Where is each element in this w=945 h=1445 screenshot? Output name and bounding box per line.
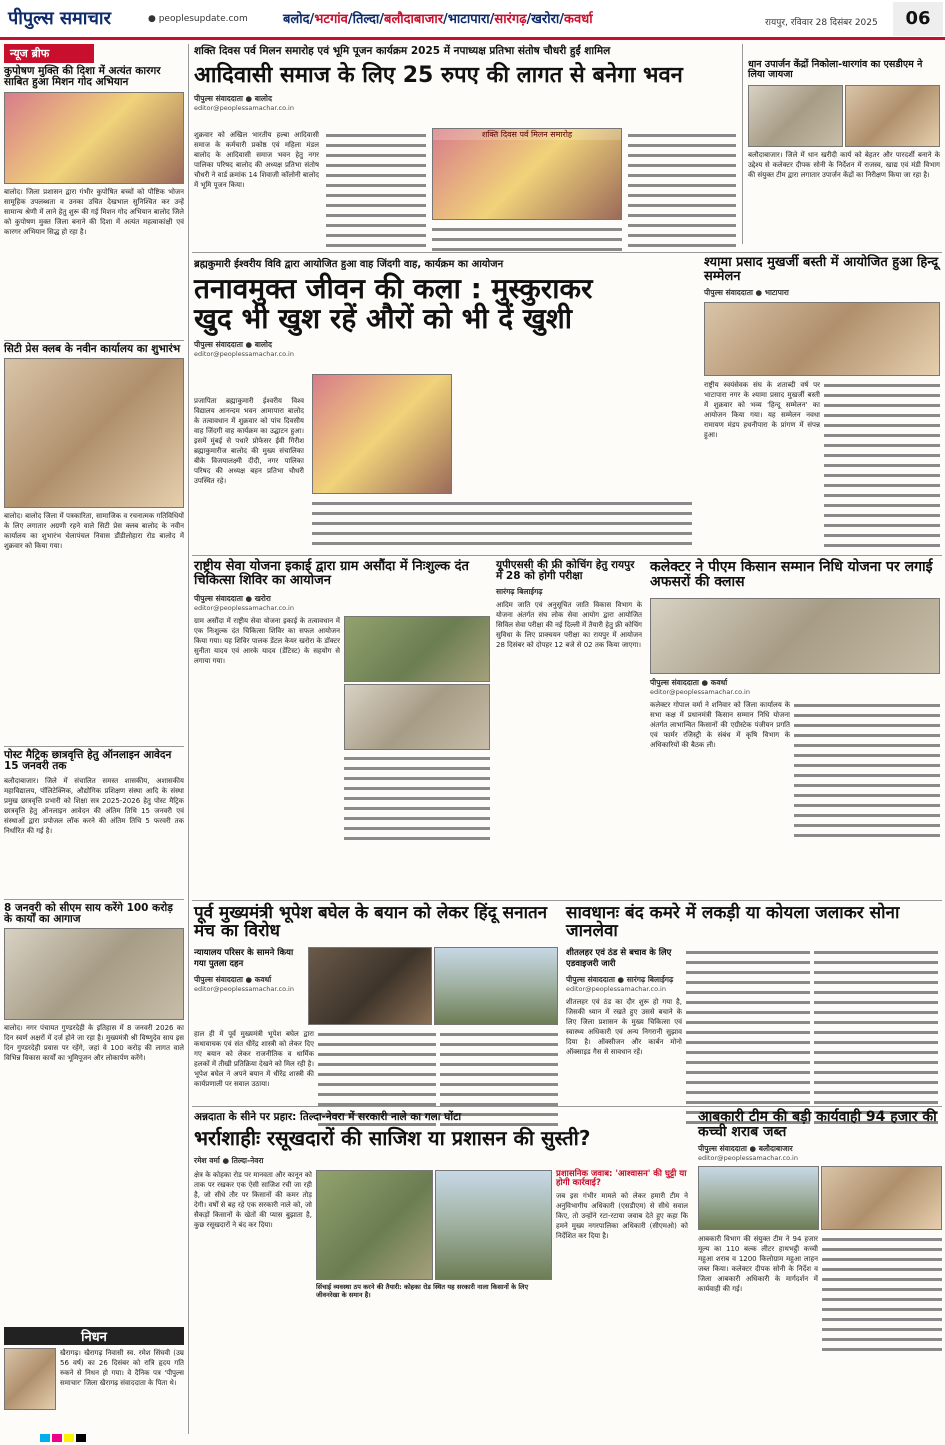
photo-banner-text: शक्ति दिवस पर्व मिलन समारोह <box>433 129 621 140</box>
brief-3-title[interactable]: पोस्ट मैट्रिक छात्रवृत्ति हेतु ऑनलाइन आवेदन 15 जनवरी तक <box>4 748 172 773</box>
savdhan-headline[interactable]: सावधानः बंद कमरे में लकड़ी या कोयला जलाकर सोना जानलेवा <box>566 903 900 942</box>
nala-photo-1 <box>316 1170 433 1280</box>
brahma-body: प्रजापिता ब्रह्माकुमारी ईश्वरीय विश्व विद्यालय आनन्दम भवन आमापारा बालोद के तत्वावधान में शुक्रवार को पांच दिवसीय वाह जिंदगी वाह कार्यक्रम का उद्घाटन हुआ। इसमें मुंबई से पधारे प्रोफेसर ईवी गिरीश ब्रह्माकुमारीज बालोद की मुख्य संचालिका बीके विजयालक्ष्मी दीदी, नगर पालिका परिषद की अध्यक्ष बहन प्रतिभा चौधरी उपस्थित रहे। <box>194 397 304 485</box>
brief-2-body: बालोद। बालोद जिला में पत्रकारिता, सामाजिक व रचनात्मक गतिविधियों के लिए लगातार अग्रणी रहने वाले सिटी प्रेस क्लब बालोद के नवीन कार्यालय का शुभारंभ चेलापंचल निवास डौंडीलोहारा रोड बालोद में शुक्रवार को किया गया। <box>4 511 184 550</box>
top-story-photo <box>432 128 622 220</box>
shyama-body: राष्ट्रीय स्वयंसेवक संघ के शताब्दी वर्ष पर भाटापारा नगर के श्यामा प्रसाद मुखर्जी बस्ती में शुक्रवार को भव्य 'हिन्दू सम्मेलन' का आयोजन किया गया। यह सम्मेलन नवधा रामायण मंडप हथनीपारा के प्रांगण में संपन्न हुआ। <box>704 381 820 440</box>
print-color-mark <box>76 1434 86 1442</box>
top-story-kicker: शक्ति दिवस पर्व मिलन समारोह एवं भूमि पूजन कार्यक्रम 2025 में नपाध्यक्ष प्रतिभा संतोष चौधरी हुईं शामिल <box>194 45 611 57</box>
baghel-body: हाल ही में पूर्व मुख्यमंत्री भूपेश बघेल द्वारा कथावाचक एवं संत धीरेंद्र शास्त्री को लेकर दिए गए बयान को लेकर राजनीतिक व धार्मिक हलकों में तीखी प्रतिक्रिया देखने को मिल रही है। भूपेश बघेल ने अपने बयान में धीरेंद्र शास्त्री की कार्यप्रणाली पर सवाल उठाया। <box>194 1029 314 1088</box>
brief-1-photo <box>4 92 184 184</box>
district-strip: बलोद/भटगांव/तिल्दा/बलौदाबाजार/भाटापारा/सारंगढ़/खरोरा/कवर्धा <box>283 12 593 27</box>
top-story-side-text <box>628 130 736 250</box>
paddy-photo-1 <box>748 85 843 147</box>
obituary-portrait <box>4 1348 56 1410</box>
savdhan-body: शीतलहर एवं ठंड का दौर शुरू हो गया है, जिसकी ध्यान में रखते हुए उससे बचाने के लिए जिला प्रशासन के मुख्य चिकित्सा एवं स्वास्थ्य अधिकारी एवं अन्य निगरानी सुझाव दिया है। ऑक्सीजन और कार्बन मोनो ऑक्साइड गैस से सावधान रहें। <box>566 997 682 1056</box>
left-column <box>4 44 184 1438</box>
print-color-mark <box>64 1434 74 1442</box>
abkari-photo-1 <box>698 1166 819 1230</box>
abkari-body-continued <box>822 1234 942 1354</box>
paddy-story <box>748 60 940 242</box>
district-sarangarh: सारंगढ़ <box>494 12 527 27</box>
abkari-byline: पीपुल्स संवाददाता ● बलौदाबाजार <box>698 1144 793 1154</box>
newspaper-logo: पीपुल्स समाचार <box>8 8 111 29</box>
district-bhatapara: भाटापारा <box>447 12 490 27</box>
dental-body-continued <box>344 753 490 847</box>
paddy-photo-2 <box>845 85 940 147</box>
brahma-body-continued <box>312 498 692 552</box>
paddy-body: बलौदाबाजार। जिले में धान खरीदी कार्य को बेहतर और पारदर्शी बनाने के उद्देश्य से कलेक्टर दीपक सोनी के निर्देशन में राजस्व, खाद्य एवं मंडी विभाग की संयुक्त टीम द्वारा लगातार उपार्जन केंद्रों का निरीक्षण किया जा रहा है। <box>748 150 940 179</box>
collector-byline: पीपुल्स संवाददाता ● कवर्धा <box>650 678 728 688</box>
masthead <box>0 0 945 40</box>
brief-4-body: बालोद। नगर पंचायत गुण्डरदेही के इतिहास में 8 जनवरी 2026 का दिन स्वर्ण अक्षरों में दर्ज होने जा रहा है। मुख्यमंत्री श्री विष्णुदेव साय इस दिन गुण्डरदेही प्रवास पर रहेंगे, जहां वे 100 करोड़ की लागत वाले विभिन्न विकास कार्यों का भूमिपूजन और लोकार्पण करेंगे। <box>4 1024 184 1063</box>
brief-4-title[interactable]: 8 जनवरी को सीएम साय करेंगे 100 करोड़ के कार्यों का आगाज <box>4 901 173 925</box>
savdhan-story <box>566 904 942 1131</box>
savdhan-body-continued-2 <box>814 947 938 1131</box>
globe-icon: ● <box>148 14 159 24</box>
nala-kicker: अन्नदाता के सीने पर प्रहार: तिल्दा-नेवरा में सरकारी नाले का गला घोंटा <box>194 1111 462 1123</box>
website-url[interactable]: ● peoplesupdate.com <box>148 14 248 24</box>
nala-photo-caption: सिंचाई व्यवस्था ठप करने की तैयारी: कोहका रोड स्थित यह सरकारी नाला किसानों के लिए जीवनरेखा के समान है। <box>316 1282 529 1299</box>
collector-body-continued <box>794 700 940 840</box>
top-story-headline[interactable]: आदिवासी समाज के लिए 25 रुपए की लागत से बनेगा भवन <box>194 63 683 88</box>
brief-2-photo <box>4 358 184 508</box>
brahma-byline: पीपुल्स संवाददाता ● बालोद <box>194 340 272 350</box>
shyama-photo <box>704 302 940 376</box>
print-color-mark <box>40 1434 50 1442</box>
baghel-email: editor@peoplessamachar.co.in <box>194 984 294 993</box>
collector-email: editor@peoplessamachar.co.in <box>650 688 750 697</box>
obituary-heading: निधन <box>4 1327 184 1345</box>
brief-2-title[interactable]: सिटी प्रेस क्लब के नवीन कार्यालय का शुभारंभ <box>4 342 181 355</box>
collector-story <box>650 560 942 840</box>
shyama-byline: पीपुल्स संवाददाता ● भाटापारा <box>704 288 789 298</box>
abkari-headline[interactable]: आबकारी टीम की बड़ी कार्यवाही 94 हजार की कच्ची शराब जब्त <box>698 1109 937 1141</box>
top-story-byline: पीपुल्स संवाददाता ● बालोद <box>194 93 272 103</box>
brahma-photo <box>312 374 452 494</box>
brahma-headline-2[interactable]: खुद भी खुश रहें औरों को भी दें खुशी <box>194 302 573 336</box>
brief-1-body: बालोद। जिला प्रशासन द्वारा गंभीर कुपोषित बच्चों को पौष्टिक भोजन सामूहिक उपलब्धता व उनका उचित देखभाल सुनिश्चित कर उन्हें सामान्य श्रेणी में लाने हेतु शुरू की गई मिशन गोद अभियान बालोद जिले को कुपोषण मुक्त जिला बनाने की दिशा में अत्यंत महत्वाकांक्षी एवं कारगर अभियान सिद्ध हो रहा है। <box>4 187 184 236</box>
district-kharora: खरोरा <box>531 12 560 27</box>
brahma-kicker: ब्रह्मकुमारी ईश्वरीय विवि द्वारा आयोजित हुआ वाह जिंदगी वाह, कार्यक्रम का आयोजन <box>194 259 504 270</box>
dental-story <box>194 560 490 847</box>
district-balod: बलोद <box>283 12 310 27</box>
abkari-story <box>698 1110 942 1354</box>
column-divider <box>188 44 189 1434</box>
top-story <box>194 44 738 189</box>
dental-body: ग्राम असौंदा में राष्ट्रीय सेवा योजना इकाई के तत्वावधान में एक निःशुल्क दंत चिकित्सा शिविर का सफल आयोजन किया गया। यह शिविर पालक डेंटल केयर खरोरा के डॉक्टर सुनीता यादव एवं आरके यादव (डेंटिस्ट) के सहयोग से लगाया गया। <box>194 617 340 666</box>
nala-body: क्षेत्र के कोहका रोड पर मानवता और कानून को ताक पर रखकर एक ऐसी साजिश रची जा रही है, जो सीधे तौर पर किसानों की कमर तोड़ देगी। वर्षों से बह रहे एक सरकारी नाले को, जो सैकड़ों किसानों के खेतों की प्यास बुझाता है, कुछ रसूखदारों ने बंद कर दिया। <box>194 1170 312 1229</box>
dental-photo-2 <box>344 684 490 750</box>
collector-headline[interactable]: कलेक्टर ने पीएम किसान सम्मान निधि योजना पर लगाई अफसरों की क्लास <box>650 559 933 591</box>
baghel-headline[interactable]: पूर्व मुख्यमंत्री भूपेश बघेल के बयान को लेकर हिंदू सनातन मंच का विरोध <box>194 903 548 942</box>
brief-4-photo <box>4 928 184 1020</box>
nala-byline: रमेश वर्मा ● तिल्दा-नेवरा <box>194 1155 264 1165</box>
shyama-headline[interactable]: श्यामा प्रसाद मुखर्जी बस्ती में आयोजित हुआ हिन्दू सम्मेलन <box>704 255 939 285</box>
print-color-mark <box>52 1434 62 1442</box>
district-balodabazar: बलौदाबाजार <box>384 12 444 27</box>
shyama-story <box>704 256 942 550</box>
abkari-photo-2 <box>821 1166 942 1230</box>
baghel-photo-2 <box>434 947 558 1025</box>
nala-story <box>194 1110 688 1361</box>
dental-email: editor@peoplessamachar.co.in <box>194 604 294 613</box>
news-brief-label: न्यूज ब्रीफ <box>4 44 94 63</box>
top-story-photo-caption <box>432 224 622 254</box>
savdhan-email: editor@peoplessamachar.co.in <box>566 984 666 993</box>
brief-1-title[interactable]: कुपोषण मुक्ति की दिशा में अत्यंत कारगर साबित हुआ मिशन गोद अभियान <box>4 65 161 89</box>
district-tilda: तिल्दा <box>352 12 380 27</box>
dental-headline[interactable]: राष्ट्रीय सेवा योजना इकाई द्वारा ग्राम असौंदा में निःशुल्क दंत चिकित्सा शिविर का आयोजन <box>194 559 469 589</box>
baghel-story <box>194 904 558 1129</box>
savdhan-byline: पीपुल्स संवाददाता ● सारंगढ़ बिलाईगढ़ <box>566 974 674 984</box>
brahma-email: editor@peoplessamachar.co.in <box>194 350 294 359</box>
brahma-headline-1[interactable]: तनावमुक्त जीवन की कला : मुस्कुराकर <box>194 272 593 305</box>
nala-headline[interactable]: भर्राशाहीः रसूखदारों की साजिश या प्रशासन की सुस्ती? <box>194 1126 591 1150</box>
collector-body: कलेक्टर गोपाल वर्मा ने शनिवार को जिला कार्यालय के सभा कक्ष में प्रधानमंत्री किसान सम्मान निधि योजना अंतर्गत लाभान्वित किसानों की एग्रीस्टेक पंजीयन प्रगति एवं फार्मर रजिस्ट्री के संबंध में कृषि विभाग के अधिकारियों की बैठक ली। <box>650 701 790 750</box>
top-story-body: शुक्रवार को अखिल भारतीय हल्बा आदिवासी समाज के कर्मचारी प्रकोष्ठ एवं महिला मंडल बालोद के आदिवासी समाज भवन हेतु नगर पालिका परिषद बालोद की अध्यक्ष प्रतिभा संतोष चौधरी ने वार्ड क्रमांक 14 शिवाजी कॉलोनी बालोद में भूमि पूजन किया। <box>194 131 319 189</box>
brief-3-body: बलौदाबाजार। जिले में संचालित समस्त शासकीय, अशासकीय महाविद्यालय, पॉलिटेक्निक, औद्योगिक प्रशिक्षण संस्था आदि के संस्था प्रमुख छात्रवृत्ति प्रभारी को शिक्षा सत्र 2025-2026 हेतु पोस्ट मैट्रिक छात्रवृत्ति हेतु ऑनलाइन आवेदन की अंतिम तिथि 15 जनवरी एवं संस्थाओं द्वारा प्रपोजल लॉक करने की अंतिम तिथि 5 फरवरी तक निर्धारित की गई है। <box>4 776 184 835</box>
nala-box-body: जब इस गंभीर मामले को लेकर हमारी टीम ने अनुविभागीय अधिकारी (एसडीएम) से सीधे सवाल किए, तो उन्होंने रटा-रटाया जवाब देते हुए कहा कि हमने मुख्य नगरपालिका अधिकारी (सीएमओ) को निर्देशित कर दिया है। <box>556 1191 688 1240</box>
shyama-body-continued <box>824 380 940 550</box>
brahma-story <box>194 256 692 485</box>
paddy-headline[interactable]: धान उपार्जन केंद्रों निकोला-धारगांव का एसडीएम ने लिया जायजा <box>748 59 923 81</box>
page-number: 06 <box>893 2 943 36</box>
baghel-photo-1 <box>308 947 432 1025</box>
district-bhatgaon: भटगांव <box>314 12 348 27</box>
abkari-body: आबकारी विभाग की संयुक्त टीम ने 94 हजार मूल्य का 110 बल्क लीटर हाथभट्ठी कच्ची महुआ शराब व 1200 किलोग्राम महुआ लाहन जब्त किया। कलेक्टर दीपक सोनी के निर्देश व जिला आबकारी अधिकारी के मार्गदर्शन में कार्यवाही की गई। <box>698 1235 818 1294</box>
baghel-kicker: न्यायालय परिसर के सामने किया गया पुतला दहन <box>194 947 294 969</box>
abkari-email: editor@peoplessamachar.co.in <box>698 1154 798 1163</box>
top-story-email: editor@peoplessamachar.co.in <box>194 103 294 112</box>
baghel-byline: पीपुल्स संवाददाता ● कवर्धा <box>194 974 272 984</box>
dental-photo-1 <box>344 616 490 682</box>
dental-byline: पीपुल्स संवाददाता ● खरोरा <box>194 594 271 604</box>
collector-photo <box>650 598 940 674</box>
obituary-body: खैरागढ़। खैरागढ़ निवासी स्व. रमेश सिंघवी (उम्र 56 वर्ष) का 26 दिसंबर को रात्रि हृदय गति रुकने से निधन हो गया। वे दैनिक पत्र 'पीपुल्स समाचार' जिला खैरागढ़ संवाददाता के पिता थे। <box>60 1349 184 1388</box>
dateline: रायपुर, रविवार 28 दिसंबर 2025 <box>765 18 878 28</box>
savdhan-body-continued <box>686 947 810 1131</box>
upsc-body: आदिम जाति एवं अनुसूचित जाति विकास विभाग के योजना अंतर्गत संघ लोक सेवा आयोग द्वारा आयोजित सिविल सेवा परीक्षा की नई दिल्ली में तैयारी हेतु फ्री कोचिंग सुविधा के लिए प्राक्चयन परीक्षा का रायपुर में आयोजन 28 दिसंबर को दोपहर 12 बजे से 02 तक किया जाएगा। <box>496 600 642 649</box>
upsc-headline[interactable]: यूपीएससी की फ्री कोचिंग हेतु रायपुर में 28 को होगी परीक्षा <box>496 559 635 583</box>
top-story-body-continued <box>326 130 426 250</box>
column-divider <box>742 44 743 244</box>
nala-photo-2 <box>435 1170 552 1280</box>
upsc-byline: सारंगढ़ बिलाईगढ़ <box>496 586 543 596</box>
district-kawardha: कवर्धा <box>564 12 593 27</box>
upsc-story <box>496 560 642 880</box>
savdhan-kicker: शीतलहर एवं ठंड से बचाव के लिए एडवाइजरी जारी <box>566 947 672 969</box>
nala-box-head: प्रशासनिक जवाब: 'आश्वासन' की घुट्टी या होगी कार्रवाई? <box>556 1168 687 1188</box>
